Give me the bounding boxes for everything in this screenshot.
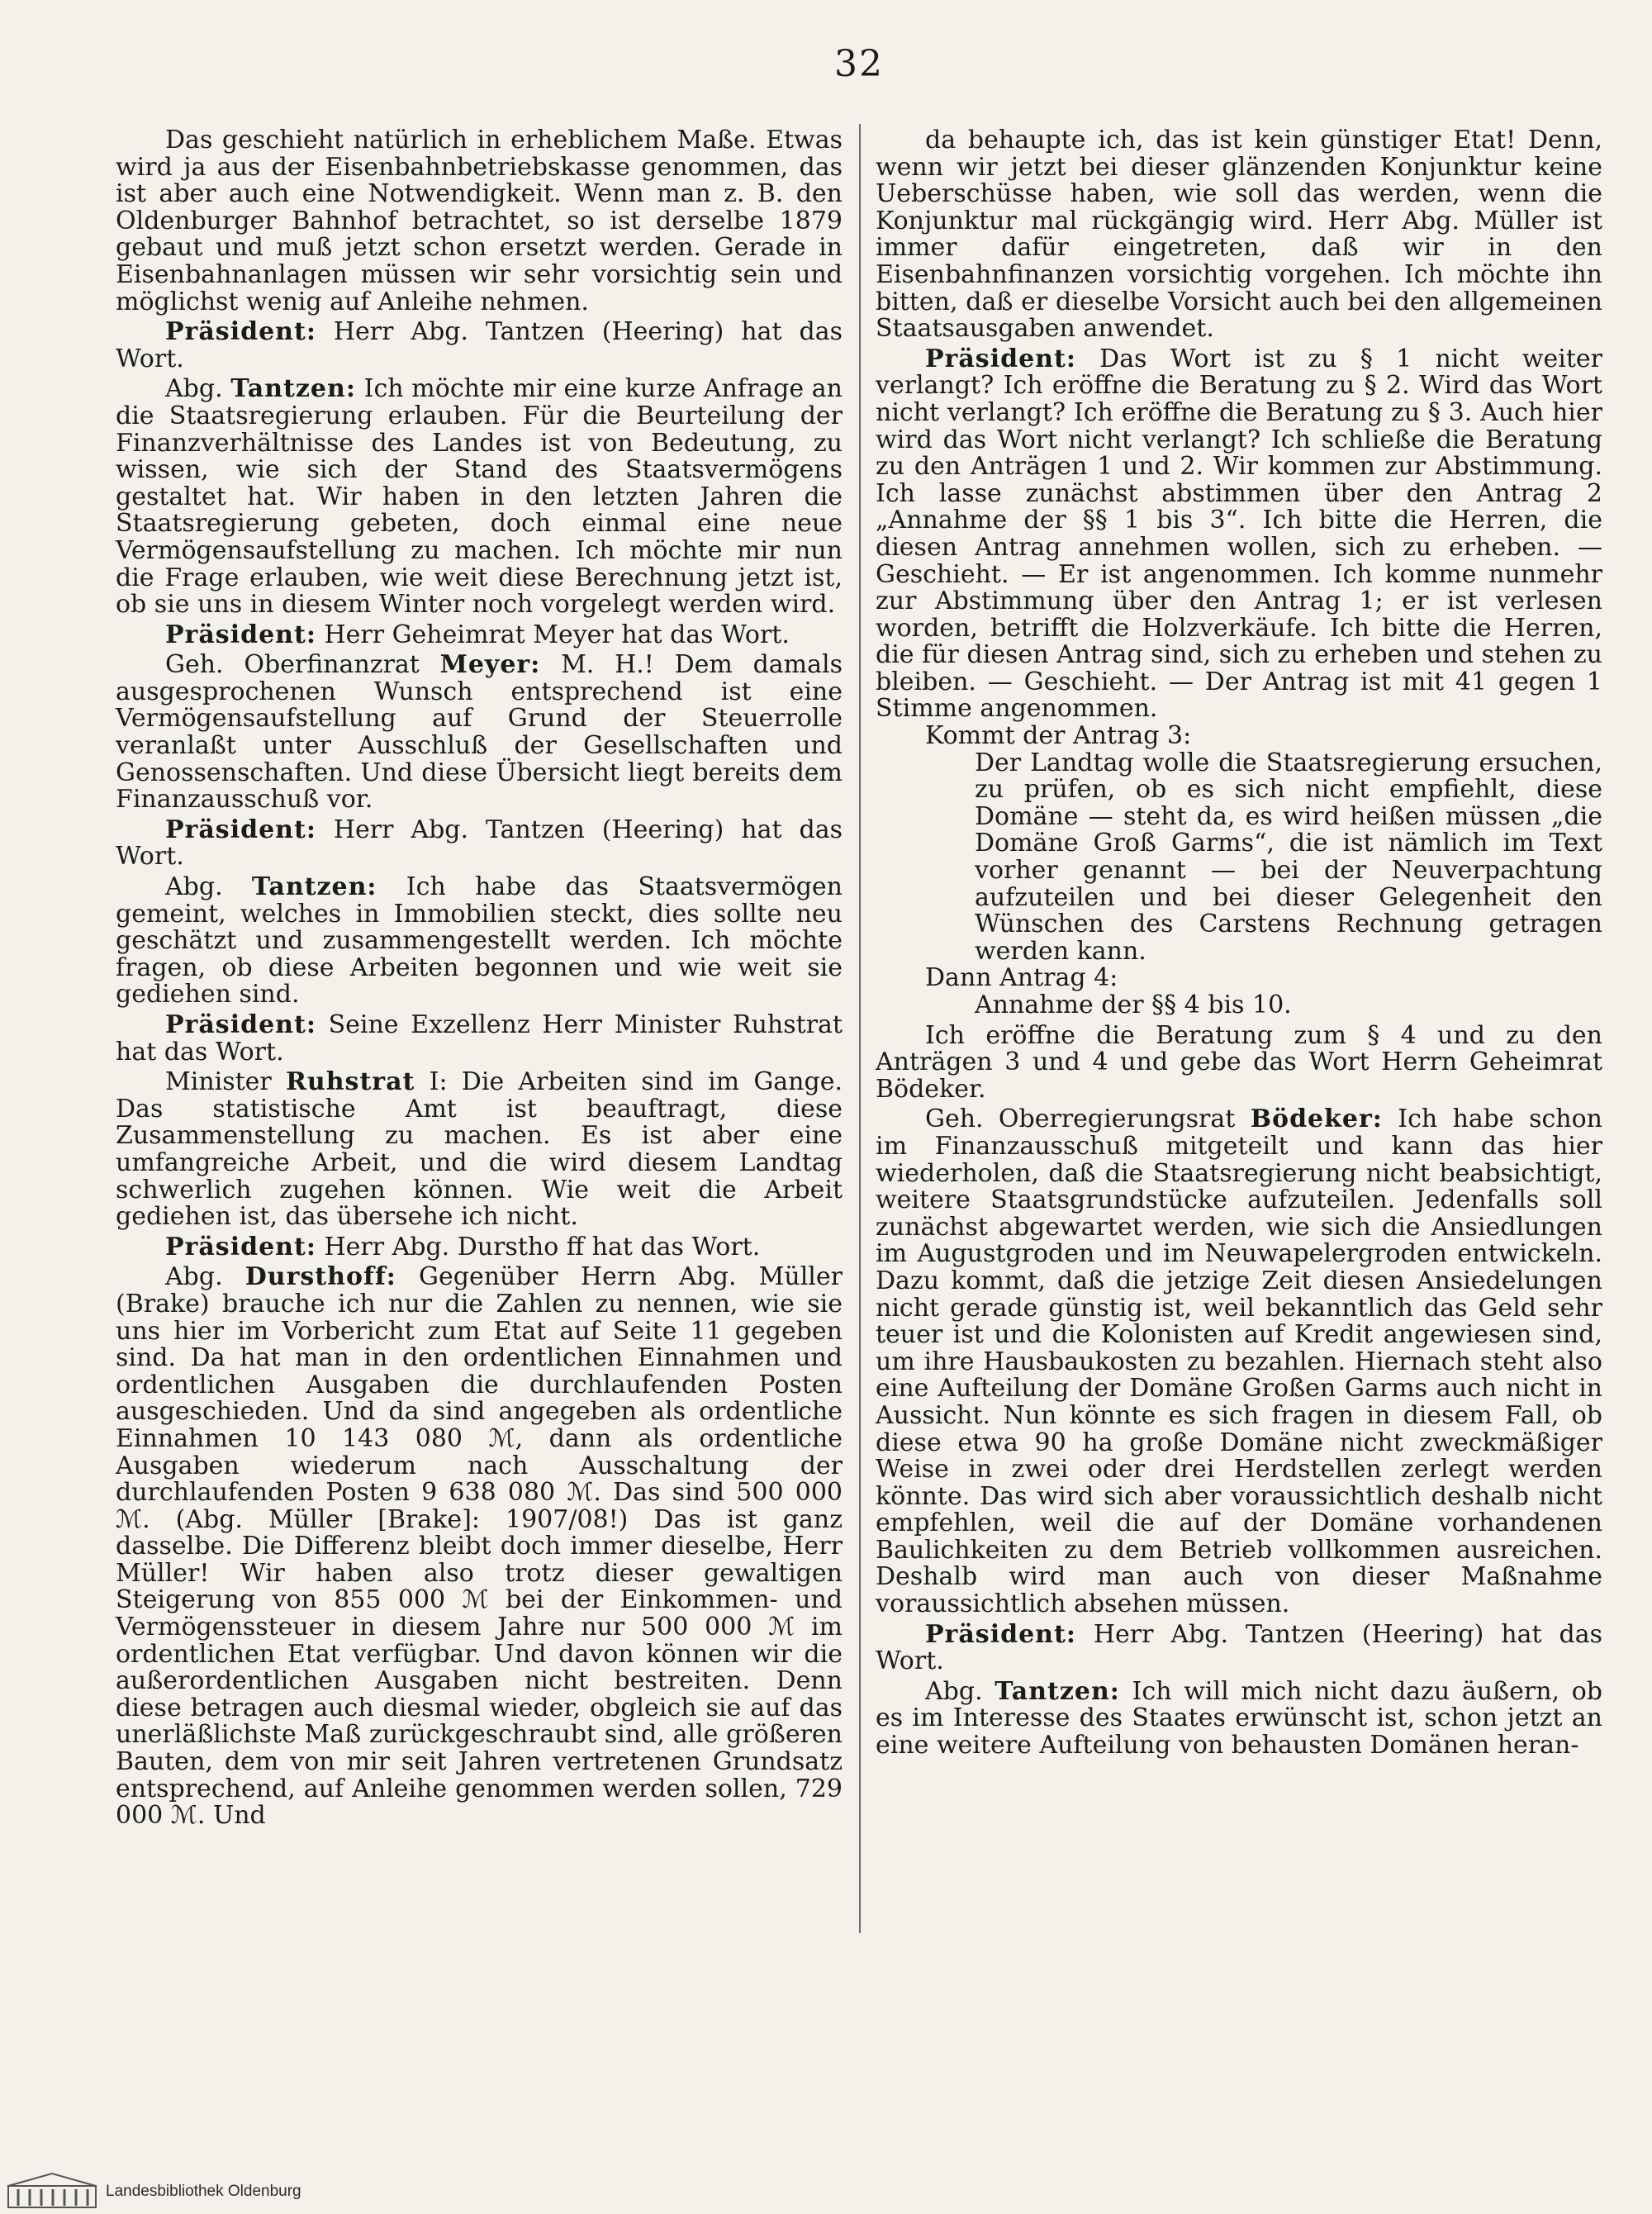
- paragraph-text: Ich möchte mir eine kurze Anfrage an die Staatsregierung erlauben. Für die Beurteilung der Finanzverhältnisse des Landes ist von Bedeutung, zu wissen, wie sich der Stand des Staatsvermögens gestaltet hat. Wir haben in den letzten Jahren die Staatsregierung gebeten, doch einmal eine neue Vermögensaufstellung zu machen. Ich möchte mir nun die Frage erlauben, wie weit diese Berechnung jetzt ist, ob sie uns in diesem Winter noch vorgelegt werden wird.: [116, 374, 843, 620]
- speaker-name: Ruhstrat: [286, 1067, 415, 1097]
- paragraph-text: Dann Antrag 4:: [925, 963, 1118, 993]
- paragraph-text: Ich habe schon im Finanzausschuß mitgeteilt und kann das hier wiederholen, daß die Staatsregierung nicht beabsichtigt, weitere Staatsgrundstücke aufzuteilen. Jedenfalls soll zunächst abgewartet werden, wie sich die Ansiedlungen im Augustgroden und im Neuwapelergroden entwickeln. Dazu kommt, daß die jetzige Zeit diesen Ansiedelungen nicht gerade günstig ist, weil bekanntlich das Geld sehr teuer ist und die Kolonisten auf Kredit angewiesen sind, um ihre Hausbaukosten zu bezahlen. Hiernach steht also eine Aufteilung der Domäne Großen Garms auch nicht in Aussicht. Nun könnte es sich fragen in diesem Fall, ob diese etwa 90 ha große Domäne nicht zweckmäßiger Weise in zwei oder drei Herdstellen zerlegt werden könnte. Das wird sich aber voraussichtlich deshalb nicht empfehlen, weil die auf der Domäne vorhandenen Baulichkeiten zu dem Betrieb vollkommen ausreichen. Deshalb wird man auch von dieser Maßnahme voraussichtlich absehen müssen.: [876, 1105, 1602, 1619]
- speaker-title: Abg.: [925, 1676, 995, 1706]
- paragraph: [876, 1020, 1602, 1104]
- paragraph-text: Das geschieht natürlich in erheblichem Maße. Etwas wird ja aus der Eisenbahnbetriebskasse genommen, das ist aber auch eine Notwendigkeit. Wenn man z. B. den Oldenburger Bahnhof betrachtet, so ist derselbe 1879 gebaut und muß jetzt schon ersetzt werden. Gerade in Eisenbahnanlagen müssen wir sehr vorsichtig sein und möglichst wenig auf Anleihe nehmen.: [116, 126, 843, 316]
- paragraph: [116, 319, 843, 373]
- speaker-title: Geh. Oberfinanzrat: [165, 650, 440, 680]
- paragraph-text: Herr Abg. Tantzen (Heering) hat das Wort.: [876, 1619, 1602, 1676]
- column-divider: [859, 124, 861, 1933]
- paragraph: [116, 127, 843, 316]
- speaker-name: Präsident:: [165, 815, 316, 844]
- speaker-name: Präsident:: [165, 1232, 316, 1261]
- paragraph-text: Herr Abg. Durstho ff hat das Wort.: [316, 1232, 761, 1261]
- paragraph: [116, 1234, 843, 1261]
- paragraph: [116, 874, 843, 1009]
- paragraph: [116, 1012, 843, 1066]
- library-building-icon: [7, 2171, 97, 2209]
- speaker-name: Dursthoff:: [244, 1262, 396, 1292]
- paragraph: [116, 1264, 843, 1829]
- paragraph: [116, 376, 843, 618]
- paragraph: [876, 1106, 1602, 1618]
- speaker-title: Abg.: [165, 1262, 245, 1292]
- speaker-title: Abg.: [165, 872, 252, 902]
- page-number: 32: [834, 43, 884, 85]
- paragraph-text: Ich will mich nicht dazu äußern, ob es im Interesse des Staates erwünscht ist, schon jetzt an eine weitere Aufteilung von behausten Domänen heran-: [876, 1676, 1602, 1760]
- paragraph-text: Herr Abg. Tantzen (Heering) hat das Wort.: [116, 317, 843, 373]
- speaker-title: Geh. Oberregierungsrat: [925, 1105, 1251, 1134]
- paragraph: [876, 346, 1602, 723]
- paragraph: [116, 652, 843, 814]
- paragraph-text: Ich habe das Staatsvermögen gemeint, welches in Immobilien steckt, dies sollte neu geschätzt und zusammengestellt werden. Ich möchte fragen, ob diese Arbeiten begonnen und wie weit sie gediehen sind.: [116, 872, 843, 1010]
- paragraph: [876, 723, 1602, 750]
- paragraph-text: da behaupte ich, das ist kein günstiger Etat! Denn, wenn wir jetzt bei dieser glänzenden Konjunktur keine Ueberschüsse haben, wie soll das werden, wenn die Konjunktur mal rückgängig wird. Herr Abg. Müller ist immer dafür eingetreten, daß wir in den Eisenbahnfinanzen vorsichtig vorgehen. Ich möchte ihn bitten, daß er dieselbe Vorsicht auch bei den allgemeinen Staatsausgaben anwendet.: [876, 126, 1602, 344]
- speaker-name: Präsident:: [165, 317, 316, 347]
- paragraph: [876, 992, 1602, 1019]
- right-column: [876, 124, 1602, 1760]
- paragraph: [876, 1619, 1602, 1676]
- speaker-name: Präsident:: [165, 620, 316, 649]
- paragraph-text: Herr Abg. Tantzen (Heering) hat das Wort.: [116, 815, 843, 872]
- paragraph: [876, 965, 1602, 992]
- speaker-title: Minister: [165, 1067, 286, 1097]
- paragraph: [116, 817, 843, 871]
- speaker-name: Präsident:: [925, 344, 1076, 373]
- paragraph-text: Ich eröffne die Beratung zum § 4 und zu den Anträgen 3 und 4 und gebe das Wort Herrn Geheimrat Bödeker.: [876, 1020, 1602, 1104]
- paragraph-text: Seine Exzellenz Herr Minister Ruhstrat hat das Wort.: [116, 1010, 843, 1067]
- paragraph: [876, 1676, 1602, 1760]
- speaker-name: Tantzen:: [251, 872, 377, 902]
- paragraph-text: Der Landtag wolle die Staatsregierung ersuchen, zu prüfen, ob es sich nicht empfiehlt, diese Domäne — steht da, es wird heißen müssen „die Domäne Groß Garms“, die ist nämlich im Text vorher genannt — bei der Neuverpachtung aufzuteilen und bei dieser Gelegenheit den Wünschen des Carstens Rechnung getragen werden kann.: [975, 748, 1602, 966]
- speaker-name: Bödeker:: [1250, 1105, 1383, 1134]
- paragraph-text: Das Wort ist zu § 1 nicht weiter verlangt? Ich eröffne die Beratung zu § 2. Wird das Wort nicht verlangt? Ich eröffne die Beratung zu § 3. Auch hier wird das Wort nicht verlangt? Ich schließe die Beratung zu den Anträgen 1 und 2. Wir kommen zur Abstimmung. Ich lasse zunächst abstimmen über den Antrag 2 „Annahme der §§ 1 bis 3“. Ich bitte die Herren, die diesen Antrag annehmen wollen, sich zu erheben. — Geschieht. — Er ist angenommen. Ich komme nunmehr zur Abstimmung über den Antrag 1; er ist verlesen worden, betrifft die Holzverkäufe. Ich bitte die Herren, die für diesen Antrag sind, sich zu erheben und stehen zu bleiben. — Geschieht. — Der Antrag ist mit 41 gegen 1 Stimme angenommen.: [876, 344, 1602, 724]
- speaker-name: Meyer:: [439, 650, 541, 680]
- paragraph-text: Kommt der Antrag 3:: [925, 721, 1192, 751]
- paragraph: [876, 750, 1602, 966]
- speaker-name: Tantzen:: [230, 374, 356, 404]
- speaker-name: Präsident:: [925, 1619, 1076, 1649]
- speaker-title: Abg.: [165, 374, 231, 404]
- paragraph-text: I: Die Arbeiten sind im Gange. Das statistische Amt ist beauftragt, diese Zusammenstellung zu machen. Es ist aber eine umfangreiche Arbeit, und die wird diesem Landtag schwerlich zugehen können. Wie weit die Arbeit gediehen ist, das übersehe ich nicht.: [116, 1067, 843, 1232]
- speaker-name: Tantzen:: [995, 1676, 1120, 1706]
- paragraph: [116, 1069, 843, 1231]
- left-column: [116, 124, 843, 1830]
- paragraph-text: Annahme der §§ 4 bis 10.: [975, 991, 1292, 1019]
- speaker-name: Präsident:: [165, 1010, 316, 1039]
- paragraph: [116, 622, 843, 649]
- paragraph-text: M. H.! Dem damals ausgesprochenen Wunsch entsprechend ist eine Vermögensaufstellung auf Grund der Steuerrolle veranlaßt unter Ausschluß der Gesellschaften und Genossenschaften. Und diese Übersicht liegt bereits dem Finanzausschuß vor.: [116, 650, 843, 815]
- paragraph-text: Gegenüber Herrn Abg. Müller (Brake) brauche ich nur die Zahlen zu nennen, wie sie uns hier im Vorbericht zum Etat auf Seite 11 gegeben sind. Da hat man in den ordentlichen Einnahmen und ordentlichen Ausgaben die durchlaufenden Posten ausgeschieden. Und da sind angegeben als ordentliche Einnahmen 10 143 080 ℳ, dann als ordentliche Ausgaben wiederum nach Ausschaltung der durchlaufenden Posten 9 638 080 ℳ. Das sind 500 000 ℳ. (Abg. Müller [Brake]: 1907/08!) Das ist ganz dasselbe. Die Differenz bleibt doch immer dieselbe, Herr Müller! Wir haben also trotz dieser gewaltigen Steigerung von 855 000 ℳ bei der Einkommen- und Vermögenssteuer in diesem Jahre nur 500 000 ℳ im ordentlichen Etat verfügbar. Und davon können wir die außerordentlichen Ausgaben nicht bestreiten. Denn diese betragen auch diesmal wieder, obgleich sie auf das unerläßlichste Maß zurückgeschraubt sind, alle größeren Bauten, dem von mir seit Jahren vertretenen Grundsatz entsprechend, auf Anleihe genommen werden sollen, 729 000 ℳ. Und: [116, 1262, 843, 1831]
- library-footer-text: Landesbibliothek Oldenburg: [106, 2183, 301, 2200]
- paragraph: [876, 127, 1602, 343]
- paragraph-text: Herr Geheimrat Meyer hat das Wort.: [316, 620, 790, 649]
